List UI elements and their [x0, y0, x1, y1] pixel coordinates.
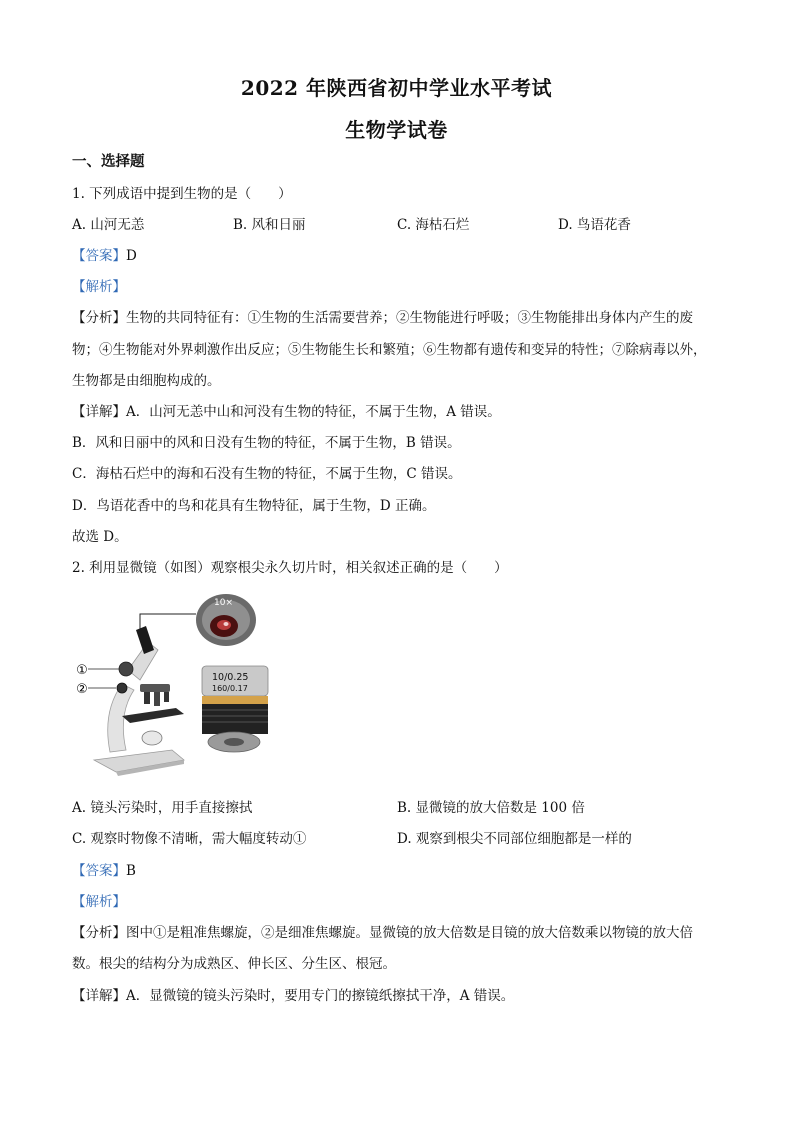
q2-stem: 2. 利用显微镜（如图）观察根尖永久切片时，相关叙述正确的是（ ）: [72, 560, 508, 576]
detail-text: A．显微镜的镜头污染时，要用专门的擦镜纸擦拭干净，A 错误。: [126, 988, 515, 1004]
exam-subtitle: 生物学试卷: [345, 118, 448, 142]
eyepiece-mark: 10×: [214, 598, 233, 608]
svg-text:①: ①: [76, 663, 88, 678]
fenxi-tag: 【分析】: [72, 925, 126, 941]
q1-option-d: D. 鸟语花香: [558, 217, 631, 233]
section-heading: 一、选择题: [72, 153, 145, 170]
q2-analysis-tag: 【解析】: [72, 894, 126, 910]
q1-stem: 1. 下列成语中提到生物的是（ ）: [72, 186, 292, 202]
q2-option-c: C. 观察时物像不清晰，需大幅度转动①: [72, 831, 307, 847]
q1-option-a: A. 山河无恙: [72, 217, 145, 233]
q2-detail-line-1: [72, 984, 514, 1004]
answer-value: D: [126, 248, 137, 264]
q1-fenxi-line-2: 物；④生物能对外界刺激作出反应；⑤生物能生长和繁殖；⑥生物都有遗传和变异的特性；⑦除病毒以外，: [72, 342, 707, 358]
q1-detail-line-5: 故选 D。: [72, 529, 128, 545]
objective-mark-1: 10/0.25: [212, 672, 249, 683]
q1-option-b: B. 风和日丽: [233, 217, 306, 233]
answer-tag: 【答案】: [72, 248, 126, 264]
q2-fenxi-line-1: [72, 921, 693, 941]
microscope-figure: [72, 592, 282, 777]
q1-fenxi-line-3: 生物都是由细胞构成的。: [72, 373, 221, 389]
q1-detail-line-4: D．鸟语花香中的鸟和花具有生物特征，属于生物，D 正确。: [72, 498, 436, 514]
fenxi-text: 图中①是粗准焦螺旋，②是细准焦螺旋。显微镜的放大倍数是目镜的放大倍数乘以物镜的放大倍: [126, 925, 693, 941]
q1-answer: [72, 244, 137, 264]
q1-fenxi-line-1: [72, 306, 693, 326]
svg-text:②: ②: [76, 682, 88, 697]
q1-option-c: C. 海枯石烂: [397, 217, 470, 233]
q2-answer: [72, 859, 136, 879]
q2-option-b: B. 显微镜的放大倍数是 100 倍: [397, 800, 585, 816]
fenxi-text: 生物的共同特征有：①生物的生活需要营养；②生物能进行呼吸；③生物能排出身体内产生的废: [126, 310, 693, 326]
answer-value: B: [126, 863, 136, 879]
fenxi-tag: 【分析】: [72, 310, 126, 326]
q1-analysis-tag: 【解析】: [72, 279, 126, 295]
q2-option-a: A. 镜头污染时，用手直接擦拭: [72, 800, 253, 816]
label-1-marker: [76, 663, 88, 678]
q1-detail-line-3: C．海枯石烂中的海和石没有生物的特征，不属于生物，C 错误。: [72, 466, 462, 482]
answer-tag: 【答案】: [72, 863, 126, 879]
xiangjie-tag: 【详解】: [72, 988, 126, 1004]
detail-text: A．山河无恙中山和河没有生物的特征，不属于生物，A 错误。: [126, 404, 501, 420]
q1-detail-line-1: [72, 400, 501, 420]
xiangjie-tag: 【详解】: [72, 404, 126, 420]
q2-option-d: D. 观察到根尖不同部位细胞都是一样的: [397, 831, 632, 847]
q1-detail-line-2: B．风和日丽中的风和日没有生物的特征，不属于生物，B 错误。: [72, 435, 461, 451]
exam-title: 2022 年陕西省初中学业水平考试: [240, 76, 553, 100]
label-2-marker: [76, 682, 88, 697]
objective-mark-2: 160/0.17: [212, 684, 248, 693]
q2-fenxi-line-2: 数。根尖的结构分为成熟区、伸长区、分生区、根冠。: [72, 956, 396, 972]
